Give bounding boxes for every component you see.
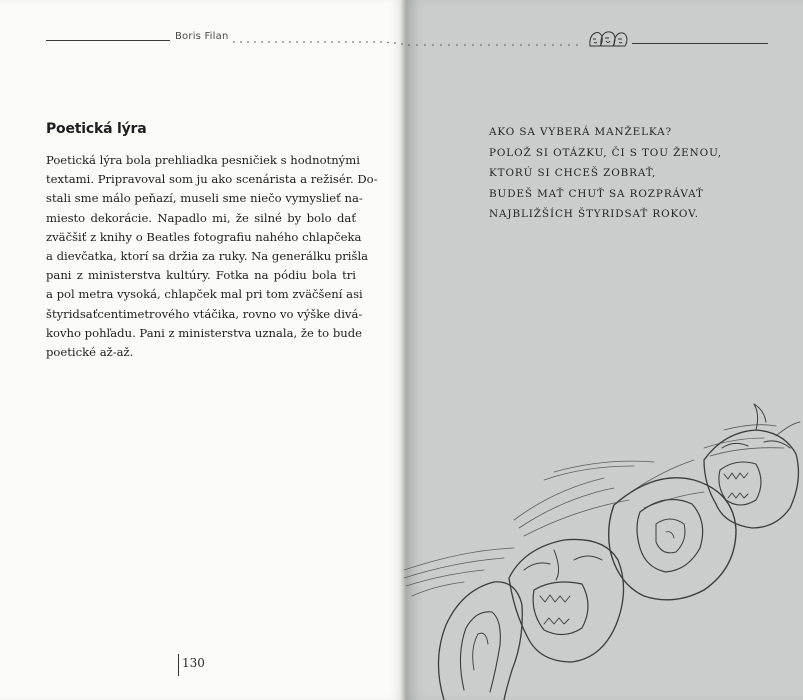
body-line: a pol metra vysoká, chlapček mal pri tom zväčšení asi — [46, 287, 363, 302]
quote-line: NAJBLIŽŠÍCH ŠTYRIDSAŤ ROKOV. — [489, 208, 699, 220]
running-head-author: Boris Filan — [175, 31, 229, 42]
body-line: textami. Pripravoval som ju ako scenárista a režisér. Do- — [46, 172, 378, 187]
header-rule-left — [46, 40, 170, 41]
body-line: a dievčatka, ktorí sa držia za ruky. Na generálku prišla — [46, 249, 369, 264]
body-line: zväčšiť z knihy o Beatles fotografiu nahého chlapčeka — [46, 229, 362, 244]
body-line: stali sme málo peňazí, museli sme niečo vymyslieť na- — [46, 191, 363, 206]
header-heads-ornament-icon — [587, 28, 629, 50]
body-line: pani z ministerstva kultúry. Fotka na pódiu bola tri — [46, 268, 356, 283]
body-line: Poetická lýra bola prehliadka pesničiek s hodnotnými — [46, 153, 360, 167]
body-line: miesto dekorácie. Napadlo mi, že silné by bolo dať — [46, 210, 356, 225]
body-line: kovho pohľadu. Pani z ministerstva uznala, že to bude — [46, 325, 363, 340]
header-rule-right — [632, 43, 768, 44]
section-title: Poetická lýra — [46, 121, 147, 137]
header-dotted-leader — [231, 39, 583, 47]
quote-line: KTORÚ SI CHCEŠ ZOBRAŤ, — [489, 167, 657, 179]
page-number-rule — [178, 654, 179, 676]
quote-line: POLOŽ SI OTÁZKU, ČI S TOU ŽENOU, — [489, 146, 722, 159]
page-number: 130 — [182, 656, 205, 670]
screaming-heads-illustration — [404, 400, 803, 700]
body-line: štyridsaťcentimetrového vtáčika, rovno vo výške divá- — [46, 306, 363, 321]
body-paragraph — [46, 151, 378, 362]
body-line: poetické až-až. — [46, 345, 134, 360]
quote-line: AKO SA VYBERÁ MANŽELKA? — [489, 126, 673, 138]
quote-line: BUDEŠ MAŤ CHUŤ SA ROZPRÁVAŤ — [489, 187, 704, 200]
quote-block — [489, 122, 759, 225]
